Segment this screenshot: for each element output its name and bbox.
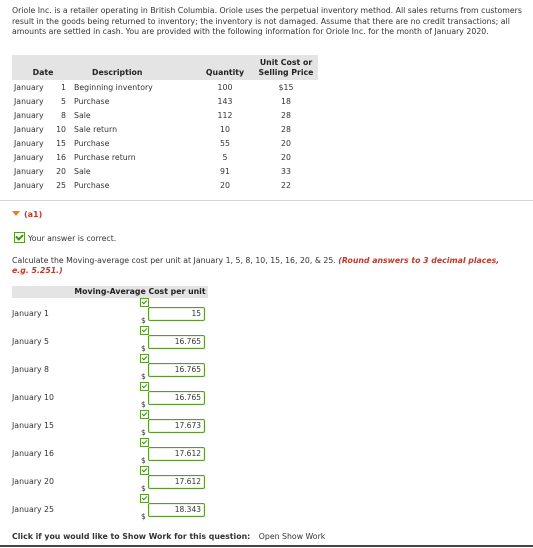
row-price: 22 [281,180,291,190]
row-day: 16 [56,152,66,162]
row-price: $15 [278,82,294,92]
header-price [254,55,318,80]
header-quantity: Quantity [196,55,254,80]
row-month: January [14,110,44,120]
row-quantity: 55 [220,138,230,148]
row-quantity: 143 [217,96,233,106]
row-description: Sale [74,110,91,120]
checkmark-icon [140,410,149,419]
row-quantity: 100 [217,82,233,92]
row-price: 18 [281,96,291,106]
answer-input[interactable]: 16.765 [148,363,205,377]
row-month: January [14,124,44,134]
currency-symbol: $ [141,316,146,325]
row-month: January [14,180,44,190]
row-quantity: 112 [217,110,233,120]
table-row [12,122,318,136]
table-row [12,80,318,94]
row-description: Purchase [74,180,110,190]
checkmark-icon [140,438,149,447]
row-day: 1 [61,82,66,92]
row-day: 20 [56,166,66,176]
table-row [12,164,318,178]
bottom-border [0,545,533,547]
checkmark-icon [140,326,149,335]
feedback-text: Your answer is correct. [28,234,117,243]
header-price-line1: Unit Cost or [259,58,313,67]
instruction-main: Calculate the Moving-average cost per unit at January 1, 5, 8, 10, 15, 16, 20, & 25. [12,256,336,265]
row-day: 10 [56,124,66,134]
header-date: Date [12,55,74,80]
caret-down-icon[interactable] [12,211,20,216]
row-description: Sale [74,166,91,176]
currency-symbol: $ [141,372,146,381]
answer-row-label: January 10 [12,393,54,402]
row-price: 28 [281,124,291,134]
answer-column-header: Moving-Average Cost per unit [74,287,206,296]
transactions-table [12,55,318,192]
section-divider [0,200,533,201]
checkmark-icon [14,232,25,243]
header-price-line2: Selling Price [258,68,314,77]
answer-input[interactable]: 17.612 [148,447,205,461]
checkmark-icon [140,354,149,363]
currency-symbol: $ [141,484,146,493]
row-month: January [14,138,44,148]
row-price: 28 [281,110,291,120]
table-row [12,136,318,150]
currency-symbol: $ [141,400,146,409]
answer-input[interactable]: 18.343 [148,503,205,517]
checkmark-icon [140,466,149,475]
answer-row-label: January 1 [12,309,49,318]
row-description: Purchase return [74,152,136,162]
row-month: January [14,82,44,92]
open-show-work-link[interactable]: Open Show Work [258,532,326,541]
answer-table-header [12,286,208,298]
row-month: January [14,96,44,106]
currency-symbol: $ [141,344,146,353]
answer-row-label: January 5 [12,337,49,346]
answer-input[interactable]: 16.765 [148,391,205,405]
row-month: January [14,166,44,176]
show-work-prompt: Click if you would like to Show Work for this question: [12,532,251,541]
instruction-text [12,256,512,276]
answer-row-label: January 25 [12,505,54,514]
header-description: Description [74,55,196,80]
show-work-footer [12,532,325,541]
row-month: January [14,152,44,162]
row-price: 20 [281,152,291,162]
table-header-row [12,55,318,80]
currency-symbol: $ [141,456,146,465]
feedback-message [14,232,116,243]
row-price: 20 [281,138,291,148]
row-quantity: 20 [220,180,230,190]
row-day: 8 [61,110,66,120]
answer-input[interactable]: 17.673 [148,419,205,433]
row-day: 15 [56,138,66,148]
answer-input[interactable]: 15 [148,307,205,321]
row-description: Beginning inventory [74,82,153,92]
checkmark-icon [140,298,149,307]
row-description: Purchase [74,138,110,148]
row-quantity: 10 [220,124,230,134]
currency-symbol: $ [141,512,146,521]
section-label-text: (a1) [24,210,43,219]
row-quantity: 91 [220,166,230,176]
table-row [12,178,318,192]
section-toggle[interactable] [12,210,42,219]
row-description: Sale return [74,124,118,134]
table-row [12,94,318,108]
checkmark-icon [140,494,149,503]
row-day: 25 [56,180,66,190]
checkmark-icon [140,382,149,391]
answer-row-label: January 15 [12,421,54,430]
row-description: Purchase [74,96,110,106]
answer-input[interactable]: 16.765 [148,335,205,349]
answer-input[interactable]: 17.612 [148,475,205,489]
currency-symbol: $ [141,428,146,437]
answer-row-label: January 8 [12,365,49,374]
table-row [12,108,318,122]
row-day: 5 [61,96,66,106]
table-row [12,150,318,164]
row-price: 33 [281,166,291,176]
answer-row-label: January 20 [12,477,54,486]
instruction-rounding-note: (Round answers to 3 decimal places, e.g. 5.251.) [12,256,500,275]
row-quantity: 5 [222,152,228,162]
problem-intro: Oriole Inc. is a retailer operating in British Columbia. Oriole uses the perpetual inventory method. All sales returns from customers result in the goods being returned to inventory; the inventory is not damaged. Assume that there are no credit transactions; all amounts are settled in cash. You are provided with the following information for Oriole Inc. for the month of January 2020. [12,6,522,36]
answer-row-label: January 16 [12,449,54,458]
